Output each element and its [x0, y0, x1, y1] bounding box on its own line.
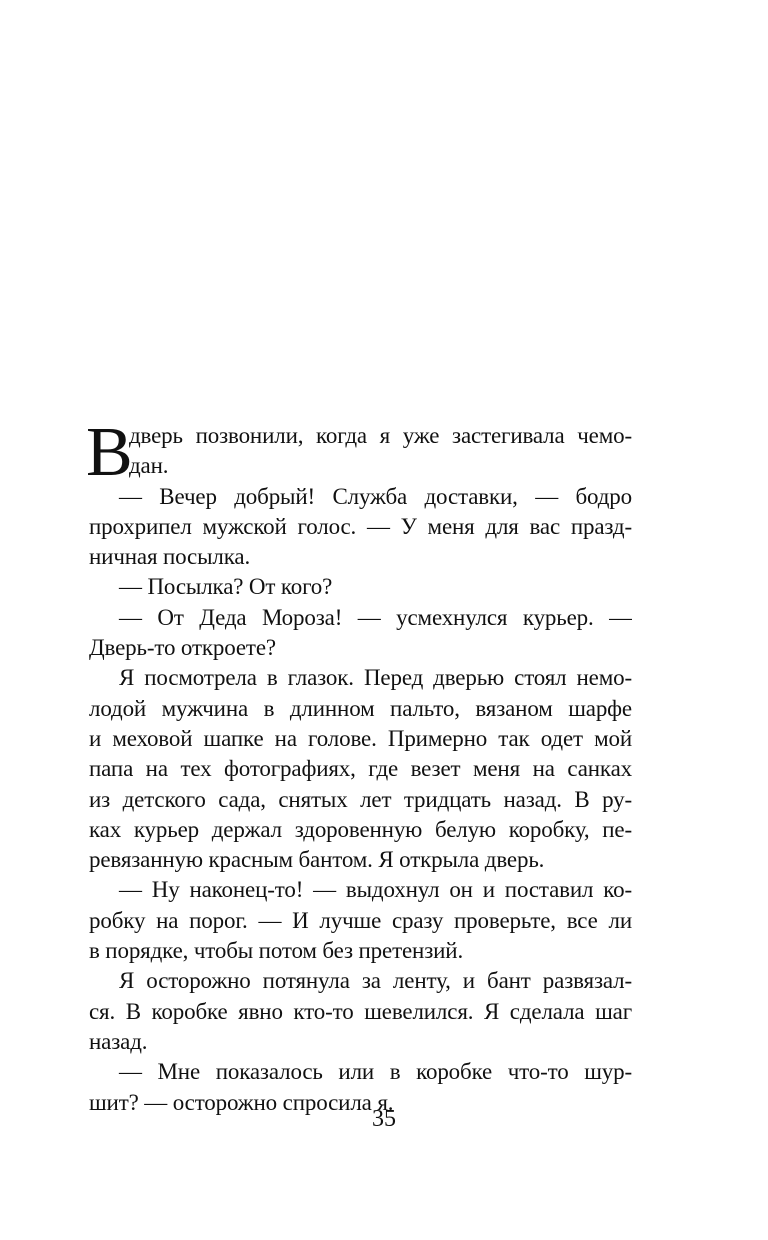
text-line: шит? — осторожно спросила я. — [89, 1089, 394, 1115]
text-line: Я посмотрела в глазок. Перед дверью стоял немо- — [119, 665, 632, 691]
text-line: дверь позвонили, когда я уже застегивала чемо- — [129, 423, 632, 448]
text-line: ничная посылка. — [89, 544, 251, 570]
body-text — [86, 414, 632, 1118]
text-line: ках курьер держал здоровенную белую коробку, пе- — [89, 816, 632, 842]
text-line: Я осторожно потянула за ленту, и бант развязал- — [119, 968, 632, 994]
text-line: — От Деда Мороза! — усмехнулся курьер. — — [119, 604, 632, 630]
text-line: назад. — [89, 1028, 148, 1054]
text-line: и меховой шапке на голове. Примерно так одет мой — [89, 725, 632, 751]
text-line: — Вечер добрый! Служба доставки, — бодро — [119, 483, 632, 509]
text-line: робку на порог. — И лучше сразу проверьте, все ли — [89, 907, 632, 933]
text-line: Дверь-то откроете? — [89, 635, 276, 661]
text-line: — Посылка? От кого? — [119, 574, 333, 600]
text-line: прохрипел мужской голос. — У меня для вас празд- — [89, 513, 632, 539]
text-line: дан. — [129, 453, 169, 479]
text-line: ся. В коробке явно кто-то шевелился. Я сделала шаг — [89, 998, 632, 1024]
drop-cap: В — [86, 414, 133, 491]
text-line: из детского сада, снятых лет тридцать назад. В ру- — [89, 786, 632, 812]
text-line: лодой мужчина в длинном пальто, вязаном шарфе — [89, 695, 632, 721]
text-line: в порядке, чтобы потом без претензий. — [89, 938, 464, 964]
page-number: 35 — [372, 1106, 396, 1132]
text-line: ревязанную красным бантом. Я открыла дверь. — [89, 847, 545, 873]
text-line: — Ну наконец-то! — выдохнул он и поставил ко- — [119, 877, 632, 903]
text-line: — Мне показалось или в коробке что-то шур- — [119, 1059, 632, 1085]
text-line: папа на тех фотографиях, где везет меня на санках — [89, 756, 632, 782]
